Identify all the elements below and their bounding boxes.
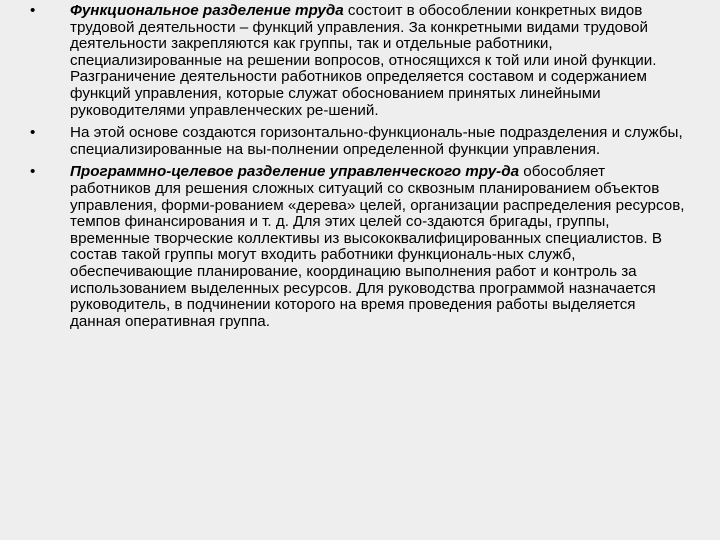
bullet-horizontal-units: [0, 125, 690, 158]
bullet-icon: •: [30, 2, 36, 19]
bullet-list: [0, 3, 720, 336]
bullet-text: состоит в обособлении конкретных видов трудовой деятельности – функций управления. За конкретными видами трудовой деятельности закрепляются как группы, так и отдельные работники, специализированные на решении вопросов, относящихся к той или иной функции. Разграничение деятельности работников определяется составом и содержанием функций управления, которые служат обоснованием принятых линейными руководителями управленческих ре-шений.: [70, 2, 657, 119]
bullet-program-target-division: [0, 164, 690, 330]
bullet-icon: •: [30, 163, 36, 181]
bullet-text: На этой основе создаются горизонтально-функциональ-ные подразделения и службы, специализированные на вы-полнении определенной функции управления.: [70, 124, 683, 158]
bullet-text: обособляет работников для решения сложных ситуаций со сквозным планированием объектов управления, форми-рованием «дерева» целей, организации распределения ресурсов, темпов финансирования и т. д. Для этих целей со-здаются бригады, группы, временные творческие коллективы из высококвалифицированных специалистов. В состав такой группы могут входить работники функциональ-ных служб, обеспечивающие планирование, координацию выполнения работ и контроль за использованием выделенных ресурсов. Для руководства программой назначается руководитель, в подчинении которого на время проведения работы выделяется данная оперативная группа.: [70, 163, 685, 330]
bullet-term: Функциональное разделение труда: [70, 2, 344, 19]
bullet-icon: •: [30, 124, 36, 142]
bullet-functional-division: [0, 3, 690, 119]
bullet-term: Программно-целевое разделение управленческого тру-да: [70, 163, 520, 181]
